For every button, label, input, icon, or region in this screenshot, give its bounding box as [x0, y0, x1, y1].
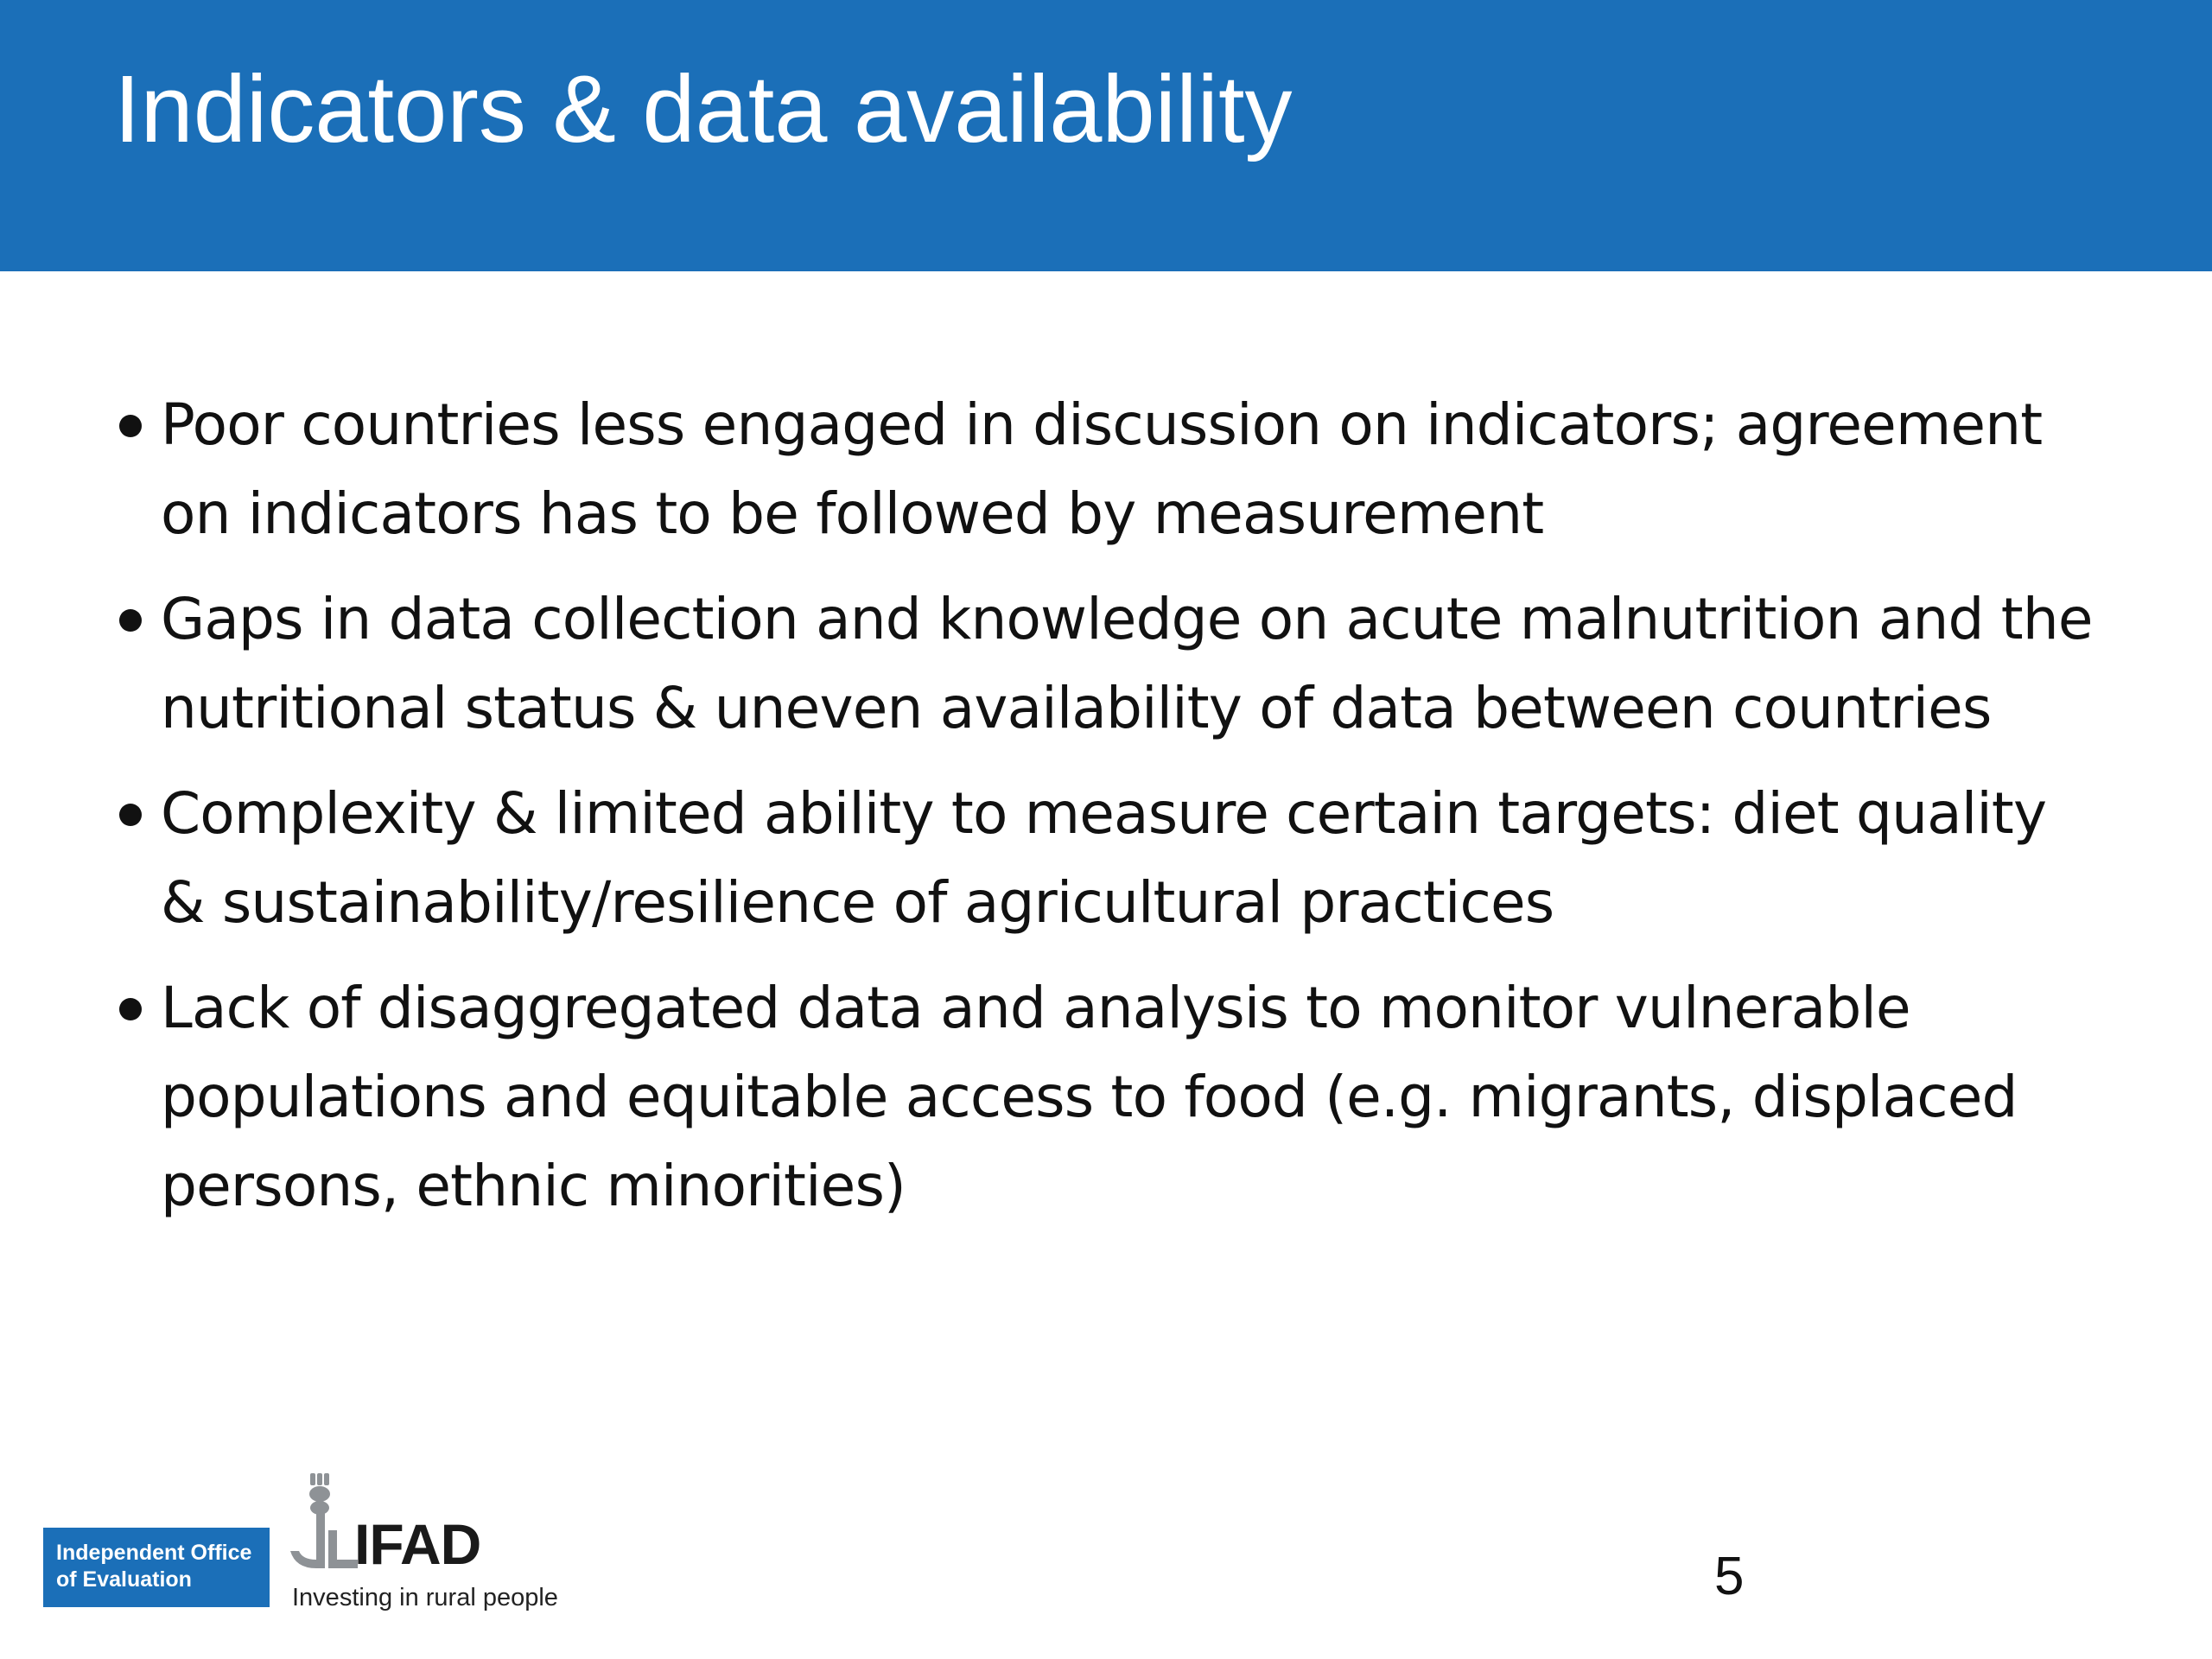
- bullet-item-4: [112, 963, 2100, 1230]
- independent-office-badge: [43, 1528, 270, 1607]
- bullet-item-1: [112, 380, 2100, 558]
- ifad-wheat-logo-icon: [290, 1473, 359, 1577]
- office-label-line-2: of Evaluation: [56, 1567, 192, 1592]
- bullet-text-3: Complexity & limited ability to measure certain targets: diet quality & sustainability/resilience of agricultural practices: [161, 780, 2047, 936]
- bullet-list: [112, 380, 2100, 1247]
- bullet-text-2: Gaps in data collection and knowledge on acute malnutrition and the nutritional status & uneven availability of data between countries: [161, 586, 2093, 741]
- bullet-dot-icon: [119, 415, 142, 437]
- bullet-dot-icon: [119, 609, 142, 632]
- bullet-dot-icon: [119, 804, 142, 826]
- bullet-text-1: Poor countries less engaged in discussion on indicators; agreement on indicators has to be followed by measurement: [161, 391, 2043, 547]
- bullet-item-2: [112, 575, 2100, 753]
- page-number: 5: [1714, 1547, 1745, 1606]
- office-label-line-1: Independent Office: [56, 1541, 252, 1565]
- bullet-item-3: [112, 769, 2100, 947]
- bullet-dot-icon: [119, 998, 142, 1020]
- slide-title: Indicators & data availability: [114, 56, 1293, 162]
- ifad-tagline: Investing in rural people: [292, 1584, 558, 1611]
- title-banner: [0, 0, 2212, 271]
- bullet-text-4: Lack of disaggregated data and analysis to monitor vulnerable populations and equitable access to food (e.g. migrants, displaced persons, ethnic minorities): [161, 975, 2018, 1219]
- ifad-logo-text: IFAD: [354, 1512, 481, 1576]
